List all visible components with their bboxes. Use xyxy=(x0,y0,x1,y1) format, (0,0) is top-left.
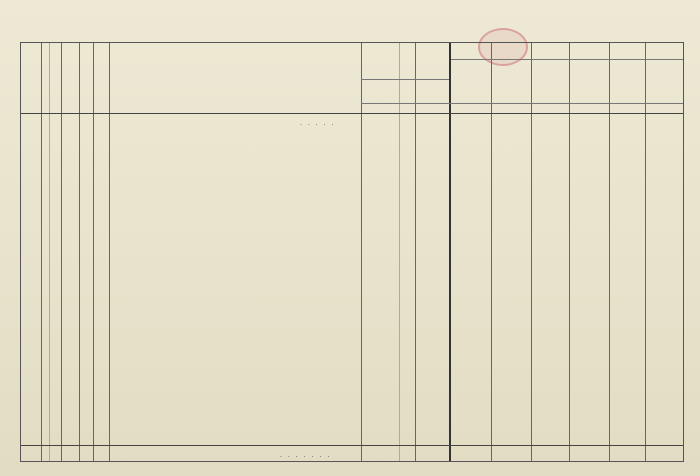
ledger-page: . . . . . . . . . . . . xyxy=(0,0,700,476)
ledger-table xyxy=(20,42,684,462)
